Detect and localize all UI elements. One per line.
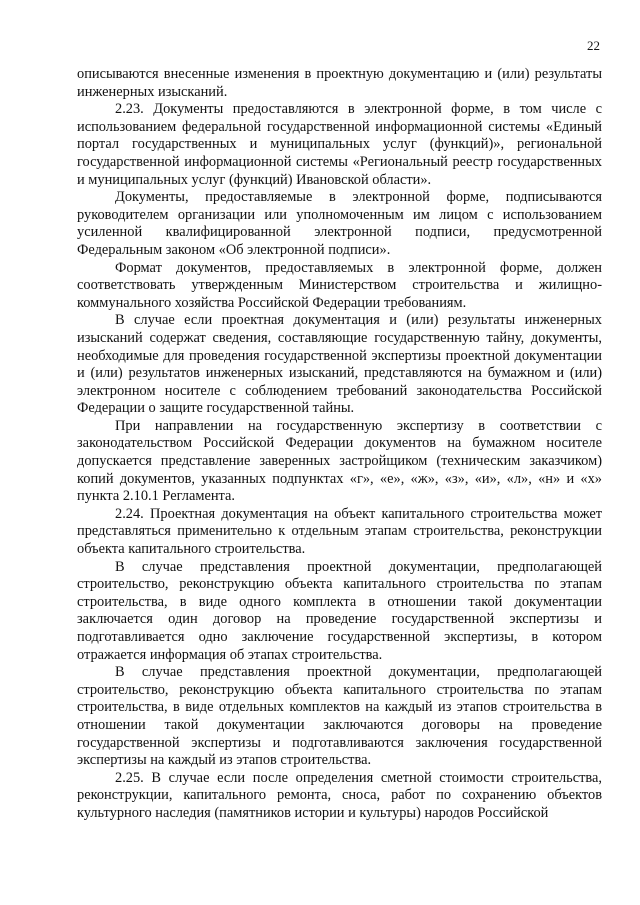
paragraph-document-format: Формат документов, предоставляемых в электронной форме, должен соответствовать утвержденным Министерством строительства и жилищно-коммунального хозяйства Российской Федерации требованиям. <box>77 259 602 311</box>
paragraph-electronic-signature: Документы, предоставляемые в электронной форме, подписываются руководителем организации или уполномоченным им лицом с использованием усиленной квалифицированной электронной подписи, предусмотренной Федеральным законом «Об электронной подписи». <box>77 189 602 258</box>
paragraph-separate-sets: В случае представления проектной документации, предполагающей строительство, реконструкцию объекта капитального строительства по этапам строительства, в виде отдельных комплектов на каждый из этапов строительства в отношении такой документации заключаются договоры на проведение государственной экспертизы и подготавливаются заключения государственной экспертизы на каждый из этапов строительства. <box>77 664 602 769</box>
paragraph-paper-submission: При направлении на государственную экспертизу в соответствии с законодательством Российской Федерации документов на бумажном носителе допускается представление заверенных застройщиком (техническим заказчиком) копий документов, указанных подпунктах «г», «е», «ж», «з», «и», «л», «н» и «х» пункта 2.10.1 Регламента. <box>77 417 602 505</box>
page-number: 22 <box>587 38 600 53</box>
paragraph-2-25: 2.25. В случае если после определения сметной стоимости строительства, реконструкции, капитального ремонта, сноса, работ по сохранению объектов культурного наследия (памятников истории и культуры) народов Российской <box>77 769 602 821</box>
paragraph-state-secret: В случае если проектная документация и (или) результаты инженерных изысканий содержат сведения, составляющие государственную тайну, документы, необходимые для проведения государственной экспертизы проектной документации и (или) результатов инженерных изысканий, представляются на бумажном и (или) электронном носителе с соблюдением требований законодательства Российской Федерации о защите государственной тайны. <box>77 312 602 417</box>
document-body <box>77 66 602 823</box>
paragraph-2-24: 2.24. Проектная документация на объект капитального строительства может представляться применительно к отдельным этапам строительства, реконструкции объекта капитального строительства. <box>77 505 602 558</box>
paragraph-continuation: описываются внесенные изменения в проектную документацию и (или) результаты инженерных изысканий. <box>77 66 602 100</box>
paragraph-2-23: 2.23. Документы предоставляются в электронной форме, в том числе с использованием федеральной государственной информационной системы «Единый портал государственных и муниципальных услуг (функций)», региональной государственной информационной системы «Региональный реестр государственных и муниципальных услуг (функций) Ивановской области». <box>77 101 602 188</box>
paragraph-single-set: В случае представления проектной документации, предполагающей строительство, реконструкцию объекта капитального строительства по этапам строительства, в виде одного комплекта в отношении такой документации заключается один договор на проведение государственной экспертизы и подготавливается одно заключение государственной экспертизы, в котором отражается информация об этапах строительства. <box>77 558 602 663</box>
